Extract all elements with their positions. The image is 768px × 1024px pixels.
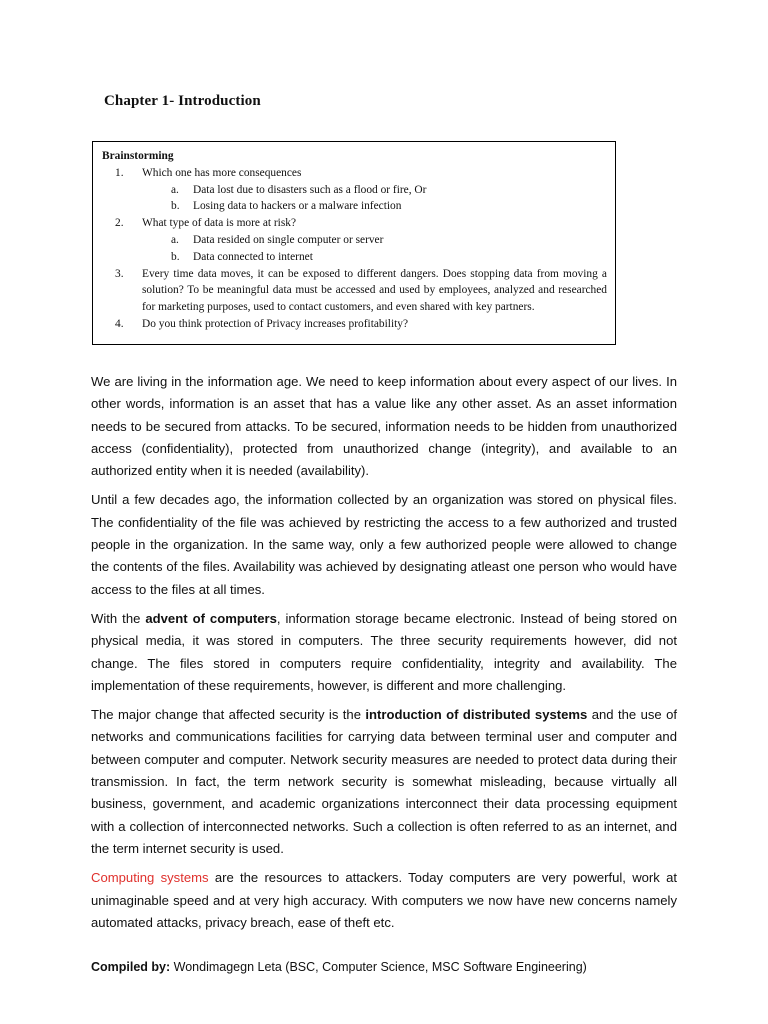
question-item	[102, 215, 607, 232]
bold-phrase: advent of computers	[145, 610, 277, 626]
question-text: What type of data is more at risk?	[142, 217, 297, 230]
brainstorming-box	[92, 141, 616, 345]
paragraph-text: and the use of networks and communications facilities for carrying data between terminal user and computer and between computer and computer. Network security measures are needed to protect data during their transmission. In fact, the term network security is somewhat misleading, because virtually all business, government, and academic organizations interconnect their data processing equipment with a collection of interconnected networks. Such a collection is often referred to as an internet, and the term internet security is used.	[91, 707, 677, 856]
question-text: Do you think protection of Privacy increases profitability?	[142, 317, 409, 330]
sub-item	[102, 182, 607, 199]
question-number: 1.	[115, 166, 124, 179]
question-text: Which one has more consequences	[142, 166, 302, 179]
sub-label: a.	[171, 183, 179, 196]
sub-text: Data connected to internet	[193, 250, 313, 263]
paragraph: We are living in the information age. We need to keep information about every aspect of our lives. In other words, information is an asset that has a value like any other asset. As an asset information needs to be secured from attacks. To be secured, information needs to be hidden from unauthorized access (confidentiality), protected from unauthorized change (integrity), and available to an authorized entity when it is needed (availability).	[91, 374, 677, 479]
paragraph	[91, 704, 677, 860]
sub-label: b.	[171, 250, 180, 263]
brainstorming-title: Brainstorming	[102, 150, 174, 162]
paragraph-text: , information storage became electronic. Instead of being stored on physical media, it was stored in computers. The three security requirements however, did not change. The files stored in computers require confidentiality, integrity and availability. The implementation of these requirements, however, is different and more challenging.	[91, 610, 677, 693]
paragraph-text: are the resources to attackers. Today computers are very powerful, work at unimaginable speed and at very high accuracy. With computers we now have new concerns namely automated attacks, privacy breach, ease of theft etc.	[91, 870, 678, 930]
footer-credit	[91, 960, 587, 974]
question-item	[102, 165, 607, 182]
question-item	[102, 316, 607, 333]
sub-item	[102, 249, 607, 266]
question-number: 4.	[115, 317, 124, 330]
sub-label: b.	[171, 200, 180, 213]
sub-label: a.	[171, 233, 179, 246]
paragraph-text: The major change that affected security is the	[91, 707, 366, 723]
sub-text: Data resided on single computer or server	[193, 233, 384, 246]
sub-text: Losing data to hackers or a malware infection	[193, 200, 402, 213]
footer-text: Wondimagegn Leta (BSC, Computer Science, MSC Software Engineering)	[170, 960, 587, 974]
highlight-phrase: Computing systems	[91, 870, 209, 886]
chapter-title: Chapter 1- Introduction	[104, 93, 261, 109]
paragraph	[91, 867, 677, 934]
body-text	[91, 371, 677, 941]
sub-item	[102, 198, 607, 215]
paragraph	[91, 608, 677, 697]
sub-item	[102, 232, 607, 249]
question-number: 2.	[115, 217, 124, 230]
footer-label: Compiled by:	[91, 960, 171, 974]
paragraph-text: With the	[91, 610, 146, 626]
paragraph: Until a few decades ago, the information collected by an organization was stored on physical files. The confidentiality of the file was achieved by restricting the access to a few authorized and trusted people in the organization. In the same way, only a few authorized people were allowed to change the contents of the files. Availability was achieved by designating atleast one person who would have access to the files at all times.	[91, 492, 677, 597]
sub-text: Data lost due to disasters such as a flood or fire, Or	[193, 183, 427, 196]
bold-phrase: introduction of distributed systems	[365, 707, 588, 723]
question-item	[102, 266, 607, 316]
question-number: 3.	[115, 267, 124, 280]
question-text: Every time data moves, it can be exposed to different dangers. Does stopping data from moving a solution? To be meaningful data must be accessed and used by employees, analyzed and researched for marketing purposes, used to contact customers, and even shared with key partners.	[142, 267, 607, 314]
